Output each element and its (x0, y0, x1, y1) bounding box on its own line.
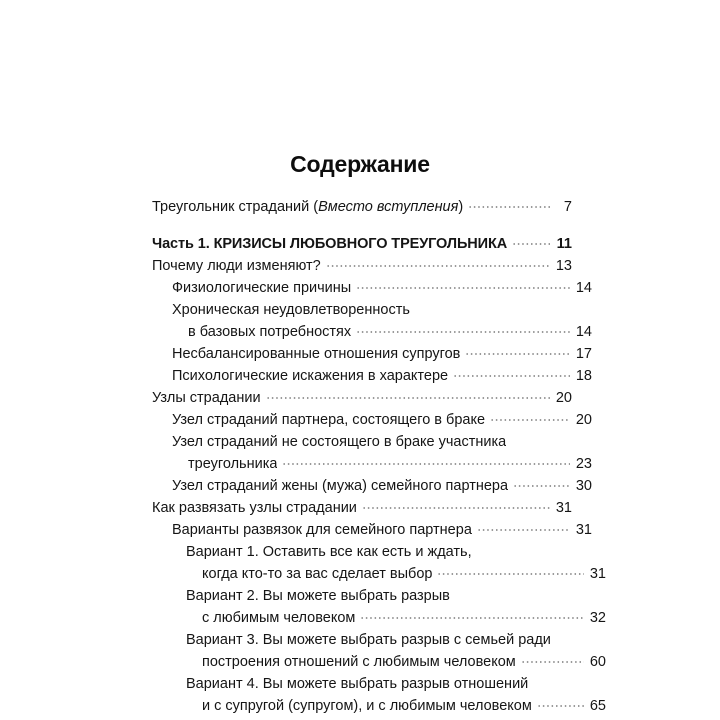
toc-entry-label: Часть 1. КРИЗИСЫ ЛЮБОВНОГО ТРЕУГОЛЬНИКА (152, 236, 508, 252)
toc-entry-label: Узел страданий не состоящего в браке участника (172, 434, 507, 450)
toc-entry-how-to-untie[interactable] (152, 497, 572, 519)
toc-page-number: 13 (555, 258, 572, 274)
dot-leader (490, 410, 570, 425)
page-title: Содержание (290, 151, 430, 178)
toc-entry-line (172, 321, 592, 343)
toc-entry-why-people-cheat[interactable] (152, 255, 572, 277)
toc-entry-label: Как развязать узлы страдании (152, 500, 357, 516)
toc-entry-line (186, 673, 606, 695)
toc-entry-knot-unmarried-participant[interactable] (152, 431, 592, 475)
toc-entry-label: Несбалансированные отношения супругов (172, 346, 461, 362)
toc-page-number: 7 (563, 199, 572, 215)
toc-entry-line (152, 497, 572, 519)
toc-entry-label: Вариант 4. Вы можете выбрать разрыв отношений (186, 676, 529, 692)
dot-leader (362, 498, 550, 513)
toc-entry-line (172, 409, 592, 431)
toc-entry-line (186, 585, 606, 607)
toc-entry-line (172, 519, 592, 541)
toc-entry-label: в базовых потребностях (188, 324, 352, 340)
toc-entry-label: Хроническая неудовлетворенность (172, 302, 410, 318)
toc-entry-line (172, 343, 592, 365)
dot-leader (468, 197, 550, 212)
toc-entry-label: Варианты развязок для семейного партнера (172, 522, 472, 538)
toc-entry-line (172, 299, 592, 321)
dot-leader (512, 234, 550, 249)
table-of-contents (152, 196, 606, 717)
toc-entry-part-1[interactable] (152, 233, 572, 255)
toc-entry-label: построения отношений с любимым человеком (202, 654, 516, 670)
toc-page-number: 31 (575, 522, 592, 538)
toc-entry-line (152, 387, 572, 409)
dot-leader (521, 652, 584, 667)
dot-leader (453, 366, 570, 381)
toc-entry-physiological-causes[interactable] (152, 277, 592, 299)
toc-entry-option-1[interactable] (152, 541, 606, 585)
dot-leader (537, 696, 584, 711)
toc-page-number: 31 (589, 566, 606, 582)
toc-entry-options-for-family-partner[interactable] (152, 519, 592, 541)
toc-entry-option-2[interactable] (152, 585, 606, 629)
dot-leader (477, 520, 570, 535)
toc-entry-knots-of-suffering[interactable] (152, 387, 572, 409)
toc-entry-line (186, 563, 606, 585)
toc-entry-line (152, 196, 572, 218)
toc-page-number: 14 (575, 280, 592, 296)
toc-page-number: 23 (575, 456, 592, 472)
toc-entry-line (186, 541, 606, 563)
dot-leader (266, 388, 550, 403)
toc-page-number: 20 (575, 412, 592, 428)
toc-entry-option-3[interactable] (152, 629, 606, 673)
toc-entry-knot-married-partner[interactable] (152, 409, 592, 431)
toc-entry-label: Физиологические причины (172, 280, 352, 296)
toc-entry-line (172, 277, 592, 299)
dot-leader (356, 278, 570, 293)
toc-entry-label: Узел страданий жены (мужа) семейного партнера (172, 478, 509, 494)
toc-entry-label: Треугольник страданий (Вместо вступления) (152, 199, 464, 215)
toc-page-number: 60 (589, 654, 606, 670)
toc-entry-label: Вариант 1. Оставить все как есть и ждать, (186, 544, 472, 560)
toc-page-number: 17 (575, 346, 592, 362)
dot-leader (513, 476, 570, 491)
toc-entry-line (186, 629, 606, 651)
toc-entry-subtitle-italic: Вместо вступления (318, 199, 459, 215)
toc-entry-label: Вариант 2. Вы можете выбрать разрыв (186, 588, 450, 604)
toc-page-number: 11 (556, 236, 572, 252)
toc-entry-label: с любимым человеком (202, 610, 356, 626)
toc-page-number: 65 (589, 698, 606, 714)
toc-page-number: 32 (589, 610, 606, 626)
toc-page-number: 20 (555, 390, 572, 406)
dot-leader (326, 256, 550, 271)
toc-entry-label: Вариант 3. Вы можете выбрать разрыв с семьей ради (186, 632, 551, 648)
dot-leader (437, 564, 584, 579)
toc-page-number: 30 (575, 478, 592, 494)
toc-entry-label: Узлы страдании (152, 390, 261, 406)
dot-leader (356, 322, 570, 337)
toc-entry-line (152, 255, 572, 277)
toc-entry-label: Узел страданий партнера, состоящего в браке (172, 412, 486, 428)
toc-entry-knot-spouse[interactable] (152, 475, 592, 497)
toc-entry-line (172, 475, 592, 497)
toc-entry-label: и с супругой (супругом), и с любимым человеком (202, 698, 532, 714)
toc-page-number: 14 (575, 324, 592, 340)
toc-entry-option-4[interactable] (152, 673, 606, 717)
dot-leader (360, 608, 584, 623)
toc-entry-label: треугольника (188, 456, 278, 472)
toc-entry-line (172, 365, 592, 387)
toc-page-number: 31 (555, 500, 572, 516)
toc-entry-line (152, 233, 572, 255)
toc-entry-psychological-distortions[interactable] (152, 365, 592, 387)
toc-entry-label: Психологические искажения в характере (172, 368, 449, 384)
toc-entry-line (172, 453, 592, 475)
toc-entry-label: когда кто-то за вас сделает выбор (202, 566, 433, 582)
toc-page-number: 18 (575, 368, 592, 384)
toc-entry-chronic-dissatisfaction[interactable] (152, 299, 592, 343)
toc-entry-line (186, 607, 606, 629)
toc-entry-line (186, 651, 606, 673)
toc-entry-intro[interactable] (152, 196, 572, 218)
toc-entry-line (186, 695, 606, 717)
toc-entry-unbalanced-relations[interactable] (152, 343, 592, 365)
dot-leader (465, 344, 570, 359)
toc-entry-line (172, 431, 592, 453)
toc-entry-label: Почему люди изменяют? (152, 258, 321, 274)
dot-leader (282, 454, 570, 469)
